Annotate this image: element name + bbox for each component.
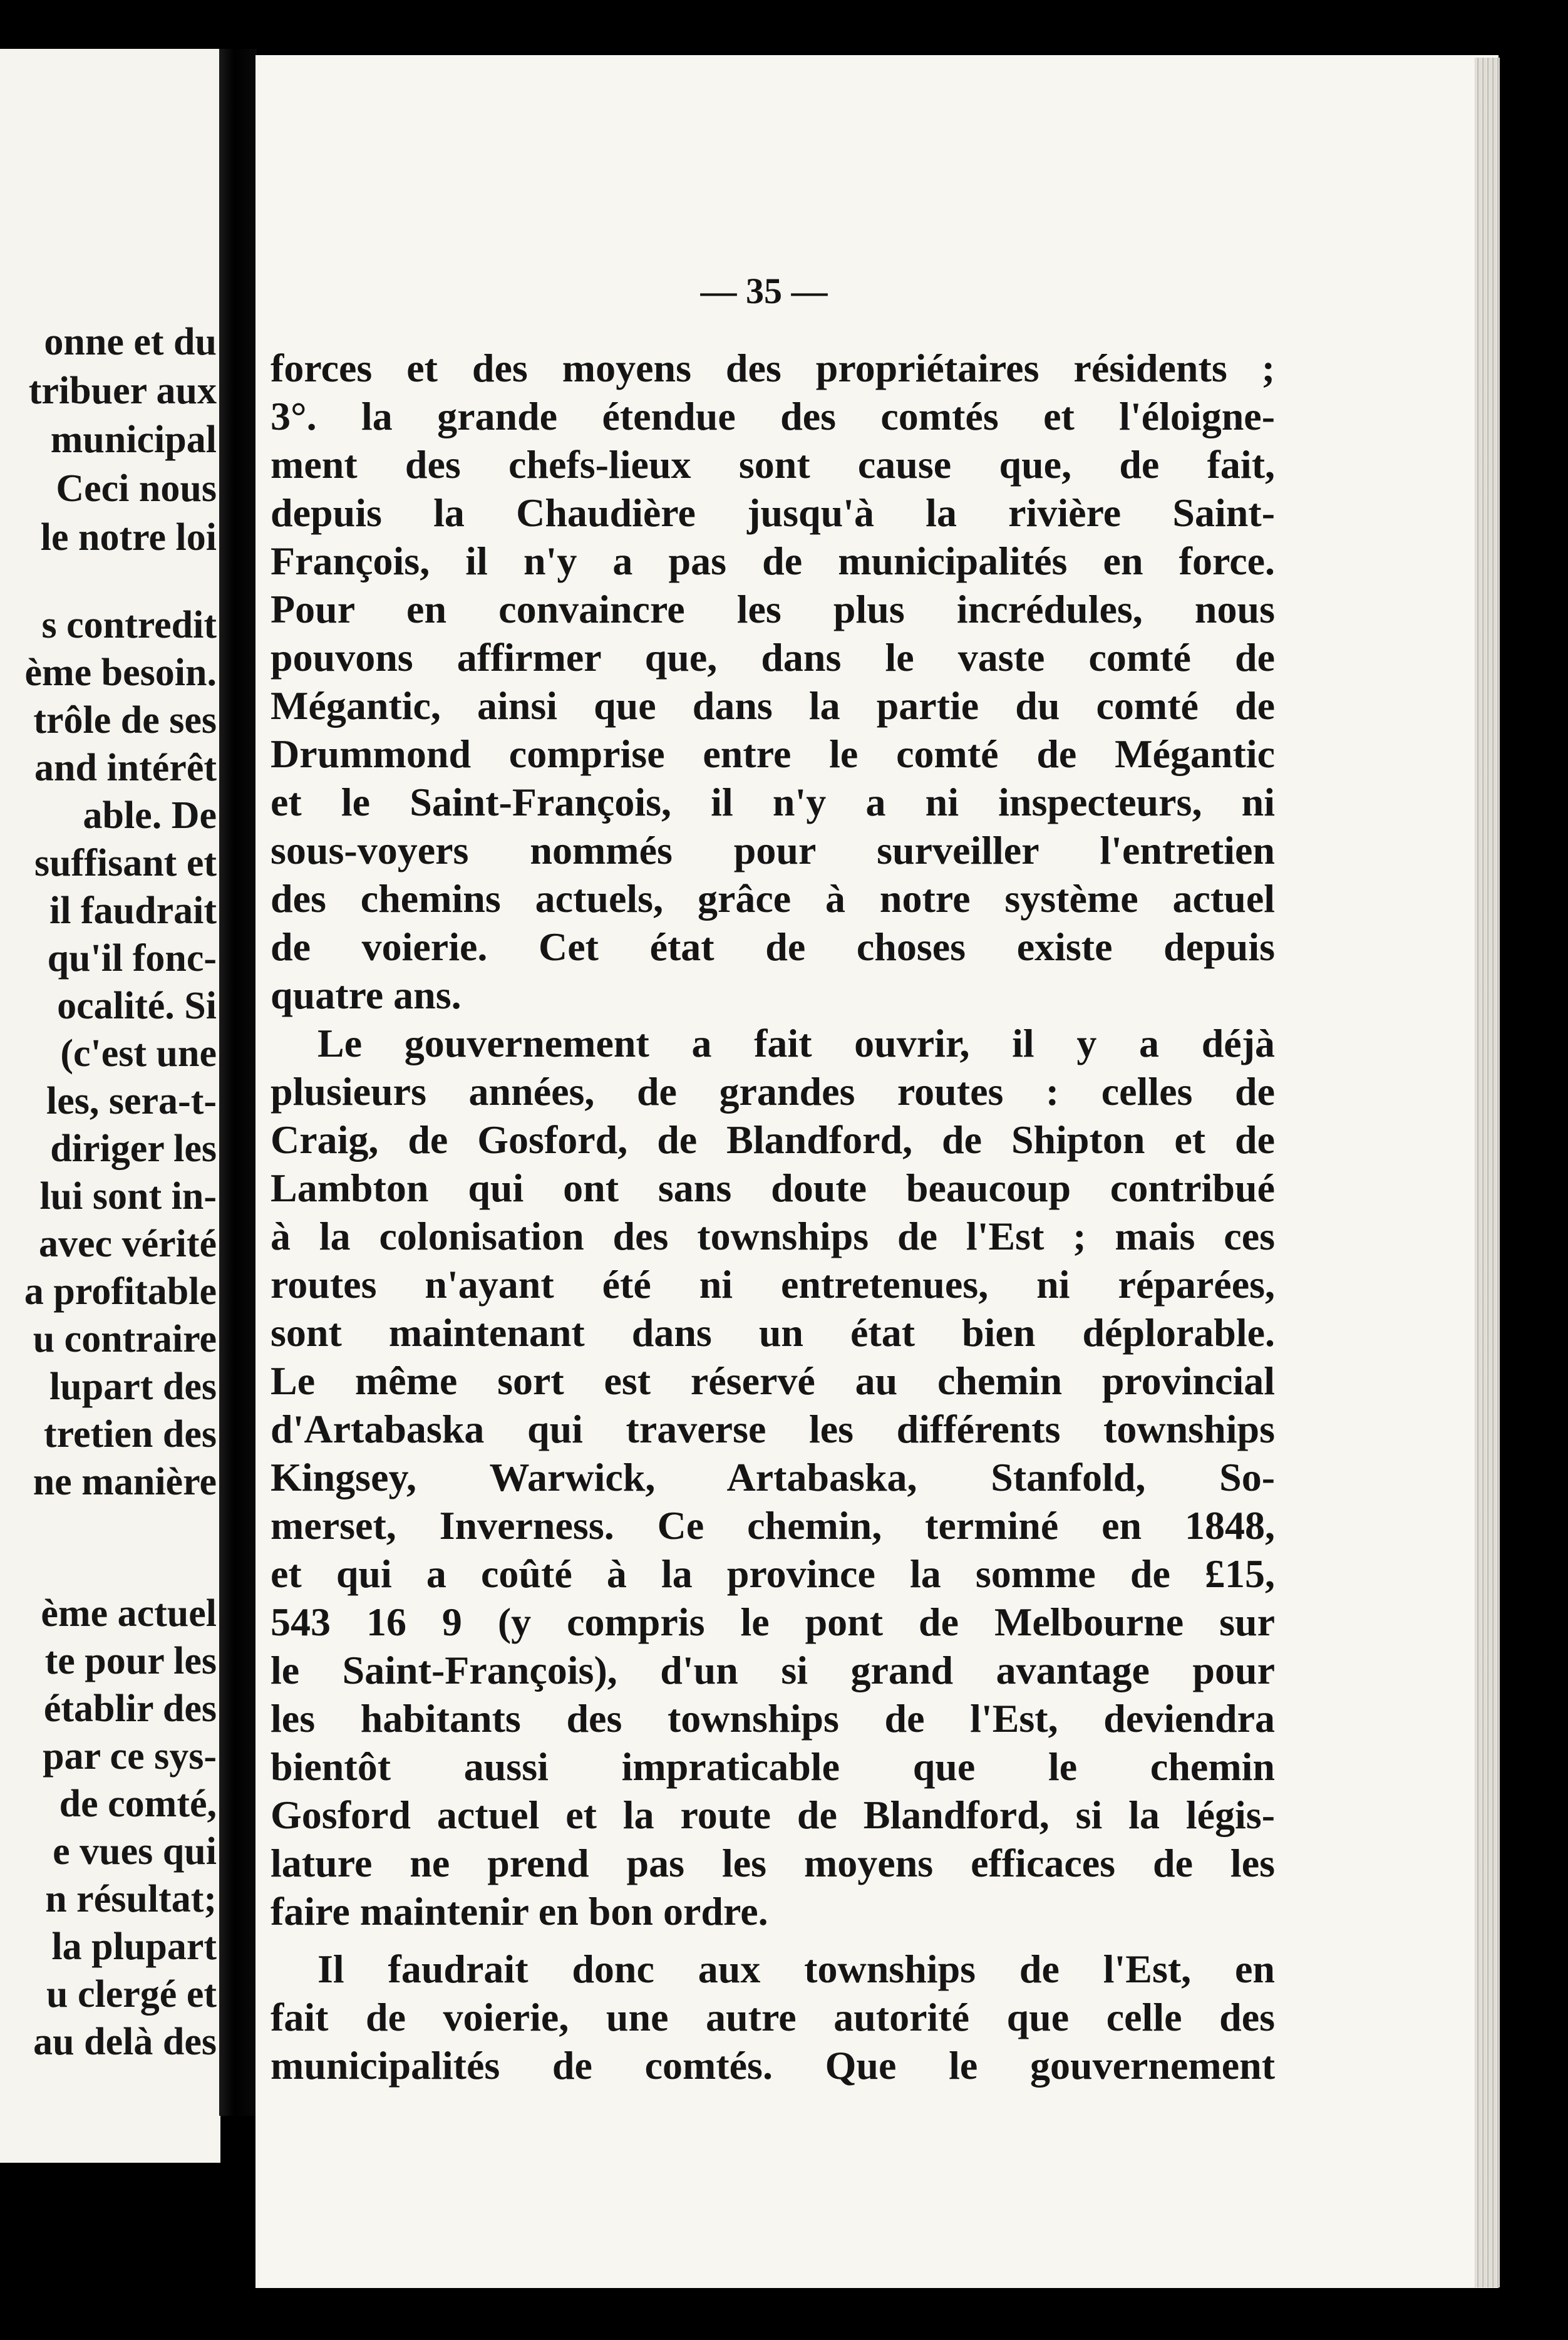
left-text-line: tretien des [43, 1413, 217, 1456]
body-text-line: depuis la Chaudière jusqu'à la rivière Saint- [271, 490, 1275, 535]
body-text-line: le Saint-François), d'un si grand avantage pour [271, 1648, 1275, 1692]
body-text-line: Pour en convaincre les plus incrédules, nous [271, 587, 1275, 631]
left-text-line: le notre loi [40, 516, 217, 559]
left-text-line: u contraire [33, 1318, 217, 1360]
body-text-line: 3°. la grande étendue des comtés et l'éloigne- [271, 394, 1275, 438]
body-text-line: sous-voyers nommés pour surveiller l'entretien [271, 828, 1275, 872]
left-text-line: tribuer aux [28, 370, 217, 412]
body-text-line: à la colonisation des townships de l'Est ; mais ces [271, 1214, 1275, 1258]
body-text-line: Mégantic, ainsi que dans la partie du comté de [271, 683, 1275, 728]
left-text-line: a profitable [24, 1270, 217, 1313]
left-text-line: avec vérité [39, 1223, 217, 1265]
body-text-line: municipalités de comtés. Que le gouvernement [271, 2043, 1275, 2088]
left-text-line: au delà des [33, 2021, 217, 2063]
body-text-line: Drummond comprise entre le comté de Mégantic [271, 732, 1275, 776]
body-text-line: les habitants des townships de l'Est, deviendra [271, 1696, 1275, 1741]
body-text-line: merset, Inverness. Ce chemin, terminé en 1848, [271, 1503, 1275, 1548]
left-text-line: établir des [43, 1687, 217, 1730]
body-text-line: pouvons affirmer que, dans le vaste comté de [271, 635, 1275, 680]
body-text-line: quatre ans. [271, 973, 462, 1017]
left-text-line: and intérêt [34, 747, 217, 789]
body-text-line: Lambton qui ont sans doute beaucoup contribué [271, 1166, 1275, 1210]
left-text-line: Ceci nous [56, 467, 217, 510]
body-text-line: sont maintenant dans un état bien déplorable. [271, 1310, 1275, 1355]
left-text-line: par ce sys- [43, 1735, 217, 1778]
left-text-line: municipal [50, 418, 217, 461]
body-text-line: plusieurs années, de grandes routes : celles de [271, 1069, 1275, 1114]
left-text-line: ocalité. Si [57, 985, 217, 1027]
left-text-line: il faudrait [49, 889, 217, 932]
body-text-line: routes n'ayant été ni entretenues, ni réparées, [271, 1262, 1275, 1307]
left-text-line: suffisant et [34, 842, 217, 884]
left-text-line: lui sont in- [39, 1175, 217, 1218]
body-text-line: Gosford actuel et la route de Blandford, si la légis- [271, 1793, 1275, 1837]
body-text-line: de voierie. Cet état de choses existe depuis [271, 924, 1275, 969]
left-text-line: able. De [83, 794, 217, 837]
body-text-line: fait de voierie, une autre autorité que celle des [271, 1995, 1275, 2039]
body-text-line: François, il n'y a pas de municipalités en force. [271, 539, 1275, 583]
left-text-line: les, sera-t- [46, 1080, 217, 1122]
body-text-line: des chemins actuels, grâce à notre système actuel [271, 876, 1275, 921]
left-text-line: onne et du [44, 321, 217, 363]
left-text-line: qu'il fonc- [47, 937, 217, 980]
left-text-line: lupart des [49, 1365, 217, 1408]
left-text-line: ème besoin. [24, 651, 217, 694]
body-text-line: Craig, de Gosford, de Blandford, de Shipton et de [271, 1117, 1275, 1162]
left-text-line: ne manière [33, 1461, 217, 1503]
body-text-line: bientôt aussi impraticable que le chemin [271, 1744, 1275, 1789]
page-edge-stack [1475, 58, 1500, 2287]
page-number: — 35 — [700, 271, 828, 311]
left-text-line: trôle de ses [33, 699, 217, 742]
body-text-line: ment des chefs-lieux sont cause que, de fait, [271, 442, 1275, 487]
left-text-line: e vues qui [53, 1830, 217, 1873]
body-text-line: Le même sort est réservé au chemin provincial [271, 1359, 1275, 1403]
left-text-line: s contredit [41, 604, 217, 646]
body-text-line: Le gouvernement a fait ouvrir, il y a déjà [317, 1021, 1275, 1065]
body-text-line: forces et des moyens des propriétaires résidents ; [271, 346, 1275, 390]
left-text-line: de comté, [59, 1783, 217, 1825]
body-text-line: Il faudrait donc aux townships de l'Est, en [317, 1947, 1275, 1991]
body-text-line: lature ne prend pas les moyens efficaces de les [271, 1841, 1275, 1885]
body-text-line: faire maintenir en bon ordre. [271, 1889, 768, 1934]
left-text-line: te pour les [44, 1640, 217, 1682]
book-gutter [219, 49, 257, 2116]
left-text-line: u clergé et [46, 1973, 217, 2016]
left-page-fragment [0, 49, 220, 2163]
left-text-line: diriger les [50, 1127, 217, 1170]
left-text-line: n résultat; [45, 1878, 217, 1920]
left-text-line: ème actuel [41, 1592, 217, 1635]
left-text-line: (c'est une [60, 1032, 217, 1075]
body-text-line: Kingsey, Warwick, Artabaska, Stanfold, So- [271, 1455, 1275, 1499]
body-text-line: et le Saint-François, il n'y a ni inspecteurs, ni [271, 780, 1275, 824]
body-text-line: d'Artabaska qui traverse les différents townships [271, 1407, 1275, 1451]
body-text-line: et qui a coûté à la province la somme de £15, [271, 1551, 1275, 1596]
body-text-line: 543 16 9 (y compris le pont de Melbourne sur [271, 1600, 1275, 1644]
left-text-line: la plupart [51, 1925, 217, 1968]
